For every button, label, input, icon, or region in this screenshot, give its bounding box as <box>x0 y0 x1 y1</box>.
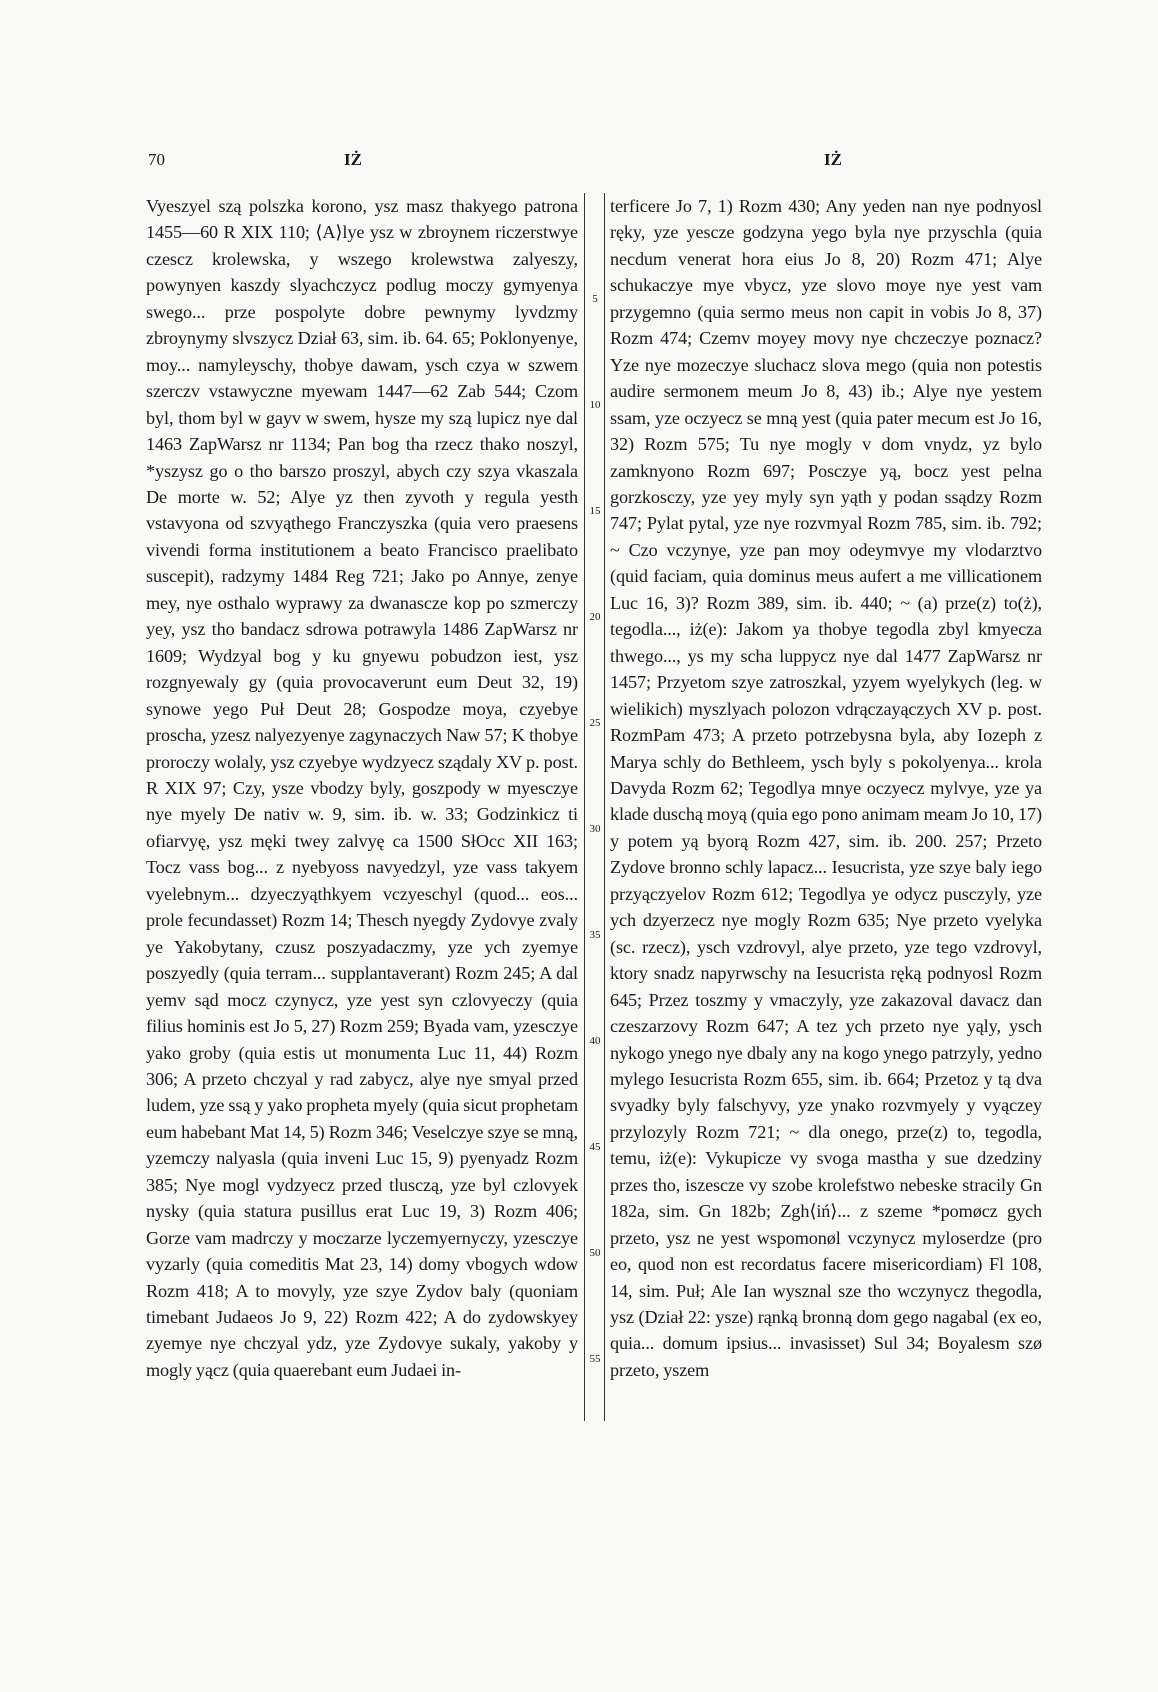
line-number: 35 <box>589 929 601 941</box>
line-number-gutter <box>586 193 604 1453</box>
line-number: 40 <box>589 1035 601 1047</box>
line-number: 10 <box>589 399 601 411</box>
line-number: 55 <box>589 1353 601 1365</box>
line-number: 5 <box>592 293 598 305</box>
line-number: 50 <box>589 1247 601 1259</box>
column-divider-right <box>604 193 605 1421</box>
line-number: 15 <box>589 505 601 517</box>
line-number: 45 <box>589 1141 601 1153</box>
running-header <box>148 150 868 174</box>
line-number: 30 <box>589 823 601 835</box>
column-divider-left <box>584 193 585 1421</box>
running-headword-left: IŻ <box>344 150 362 169</box>
page-number: 70 <box>148 150 165 169</box>
line-number: 20 <box>589 611 601 623</box>
line-number: 25 <box>589 717 601 729</box>
running-headword-right: IŻ <box>824 150 842 169</box>
left-column-text: Vyeszyel szą polszka korono, ysz masz thakyego patrona 1455—60 R XIX 110; ⟨A⟩lye ysz w zbroynem riczerstwye czescz krolewska, y wszego krolewstwa zalyeszy, powynyen kaszdy slyachczycz podlug moczy gymyenya swego... prze pospolyte dobre pewnymy lyvdzmy zbroynymy slvszycz Dział 63, sim. ib. 64. 65; Poklonyenye, moy... namyleyschy, thobye dawam, ysch czya w szwem szerczv vstawyczne myewam 1447—62 Zab 544; Czom byl, thom byl w gayv w swem, hysze my szą lupicz nye dal 1463 ZapWarsz nr 1134; Pan bog tha rzecz thako noszyl, *yszysz go o tho barszo proszyl, abych czy szya vkaszala De morte w. 52; Alye yz then zyvoth y regula yesth vstavyona od szvyąthego Franczyszka (quia vero praesens vivendi forma institutionem a beato Francisco praelibato suscepit), radzymy 1484 Reg 721; Jako po Annye, zenye mey, nye osthalo wyprawy za dwanascze kop po szmerczy yey, ysz tho bandacz sdrowa potrawyla 1486 ZapWarsz nr 1609; Wydzyal bog y ku gnyewu pobudzon iest, ysz rozgnyewaly gy (quia provocaverunt eum Deut 32, 19) synowe yego Puł Deut 28; Gospodze moya, czyebye proscha, yzesz nalyezyenye zagynaczych Naw 57; K thobye proroczy wolaly, ysz czyebye wydzyecz sządaly XV p. post. R XIX 97; Czy, ysze vbodzy byly, goszpody w myesczye nye myely De nativ w. 9, sim. ib. w. 33; Godzinkicz ti ofiarvyę, ysz męki twey zalvyę ca 1500 SłOcc XII 163; Tocz vass bog... z nyebyoss navyedzyl, yze vass takyem vyelebnym... dzyeczyąthkyem vczyeschyl (quod... eos... prole fecundasset) Rozm 14; Thesch nyegdy Zydovye zvaly ye Yakobytany, czusz poszyadaczmy, yze ych zyemye poszyedly (quia terram... supplantaverant) Rozm 245; A dal yemv sąd mocz czynycz, yze yest syn czlovyeczy (quia filius hominis est Jo 5, 27) Rozm 259; Byada vam, yzesczye yako groby (quia estis ut monumenta Luc 11, 44) Rozm 306; A przeto chczyal y rad zabycz, alye nye smyal przed ludem, yze ssą y yako propheta myely (quia sicut prophetam eum habebant Mat 14, 5) Rozm 346; Veselczye szye se mną, yzemczy nalyasla (quia inveni Luc 15, 9) pyenyadz Rozm 385; Nye mogl vydzyecz przed tlusczą, yze byl czlovyek nysky (quia statura pusillus erat Luc 19, 3) Rozm 406; Gorze vam madrczy y moczarze lyczemyernyczy, yzesczye vyzarly (quia comeditis Mat 23, 14) domy vbogych wdow Rozm 418; A to movyly, yze szye Zydov baly (quoniam timebant Judaeos Jo 9, 22) Rozm 422; A do zydowskyey zyemye nye chczyal ydz, yze Zydovye sukaly, yakoby y mogly yącz (quia quaerebant eum Judaei in- <box>146 196 578 1380</box>
right-column-text: terficere Jo 7, 1) Rozm 430; Any yeden nan nye podnyosl ręky, yze yescze godzyna yego byla nye przyschla (quia necdum venerat hora eius Jo 8, 20) Rozm 471; Alye schukaczye mye vbycz, yze slovo moye nye yest vam przygemno (quia sermo meus non capit in vobis Jo 8, 37) Rozm 474; Czemv moyey movy nye chczeczye poznacz? Yze nye mozeczye sluchacz slova mego (quia non potestis audire sermonem meum Jo 8, 43) ib.; Alye nye yestem ssam, yze oczyecz se mną yest (quia pater mecum est Jo 16, 32) Rozm 575; Tu nye mogly v dom vnydz, yz bylo zamknyono Rozm 697; Posczye yą, bocz yest pelna gorzkosczy, yze yey myly syn yąth y podan ssądzy Rozm 747; Pylat pytal, yze nye rozvmyal Rozm 785, sim. ib. 792; ~ Czo vczynye, yze pan moy odeymvye my vlodarztvo (quid faciam, quia dominus meus aufert a me villicationem Luc 16, 3)? Rozm 389, sim. ib. 440; ~ (a) prze(z) to(ż), tegodla..., iż(e): Jakom ya thobye tegodla zbyl kmyecza thwego..., ys my scha luppycz nye dal 1477 ZapWarsz nr 1457; Przyetom szye zatroszkal, yzyem wyelykych (leg. w wielikich) myszlyach polozon vdrączayączych XV p. post. RozmPam 473; A przeto potrzebysna byla, aby Iozeph z Marya schly do Bethleem, ysch byly s pokolyenya... krola Davyda Rozm 62; Tegodlya mnye oczyecz mylvye, yze ya klade duschą moyą (quia ego pono animam meam Jo 10, 17) y potem yą byorą Rozm 427, sim. ib. 200. 257; Przeto Zydove bronno schly lapacz... Iesucrista, yze szye baly iego przyączyelov Rozm 612; Tegodlya ye odycz pusczyly, yze ych dzyerzecz nye mogly Rozm 635; Nye przeto vyelyka (sc. rzecz), ysch vzdrovyl, alye przeto, yze tego vzdrovyl, ktory snadz napyrwschy na Iesucrista ręką podnyosl Rozm 645; Przez toszmy y vmaczyly, yze zakazoval davacz dan czeszarzovy Rozm 647; A tez ych przeto nye yąly, ysch nykogo ynego nye dbaly any na kogo ynego patrzyly, yedno mylego Iesucrista Rozm 655, sim. ib. 664; Przetoz y tą dva svyadky byly falschyvy, yze ynako rozvmyely y vyączey przylozyly Rozm 721; ~ dla onego, prze(z) to, tegodla, temu, iż(e): Vykupicze vy svoga mastha y sue dzedziny przes tho, iszescze vy szobe krolefstwo nebeske stracily Gn 182a, sim. Gn 182b; Zgh⟨iń⟩... z szeme *pomøcz gych przeto, ysz ne yest wspomonøl vczynycz myloserdze (pro eo, quod non est recordatus facere misericordiam) Fl 108, 14, sim. Puł; Ale Ian wysznal sze tho wczynycz thegodla, ysz (Dział 22: ysze) rąnką bronną dom gego nagabal (ex eo, quia... domum ipsius... invasisset) Sul 34; Boyalesm szø przeto, yszem <box>610 196 1042 1380</box>
